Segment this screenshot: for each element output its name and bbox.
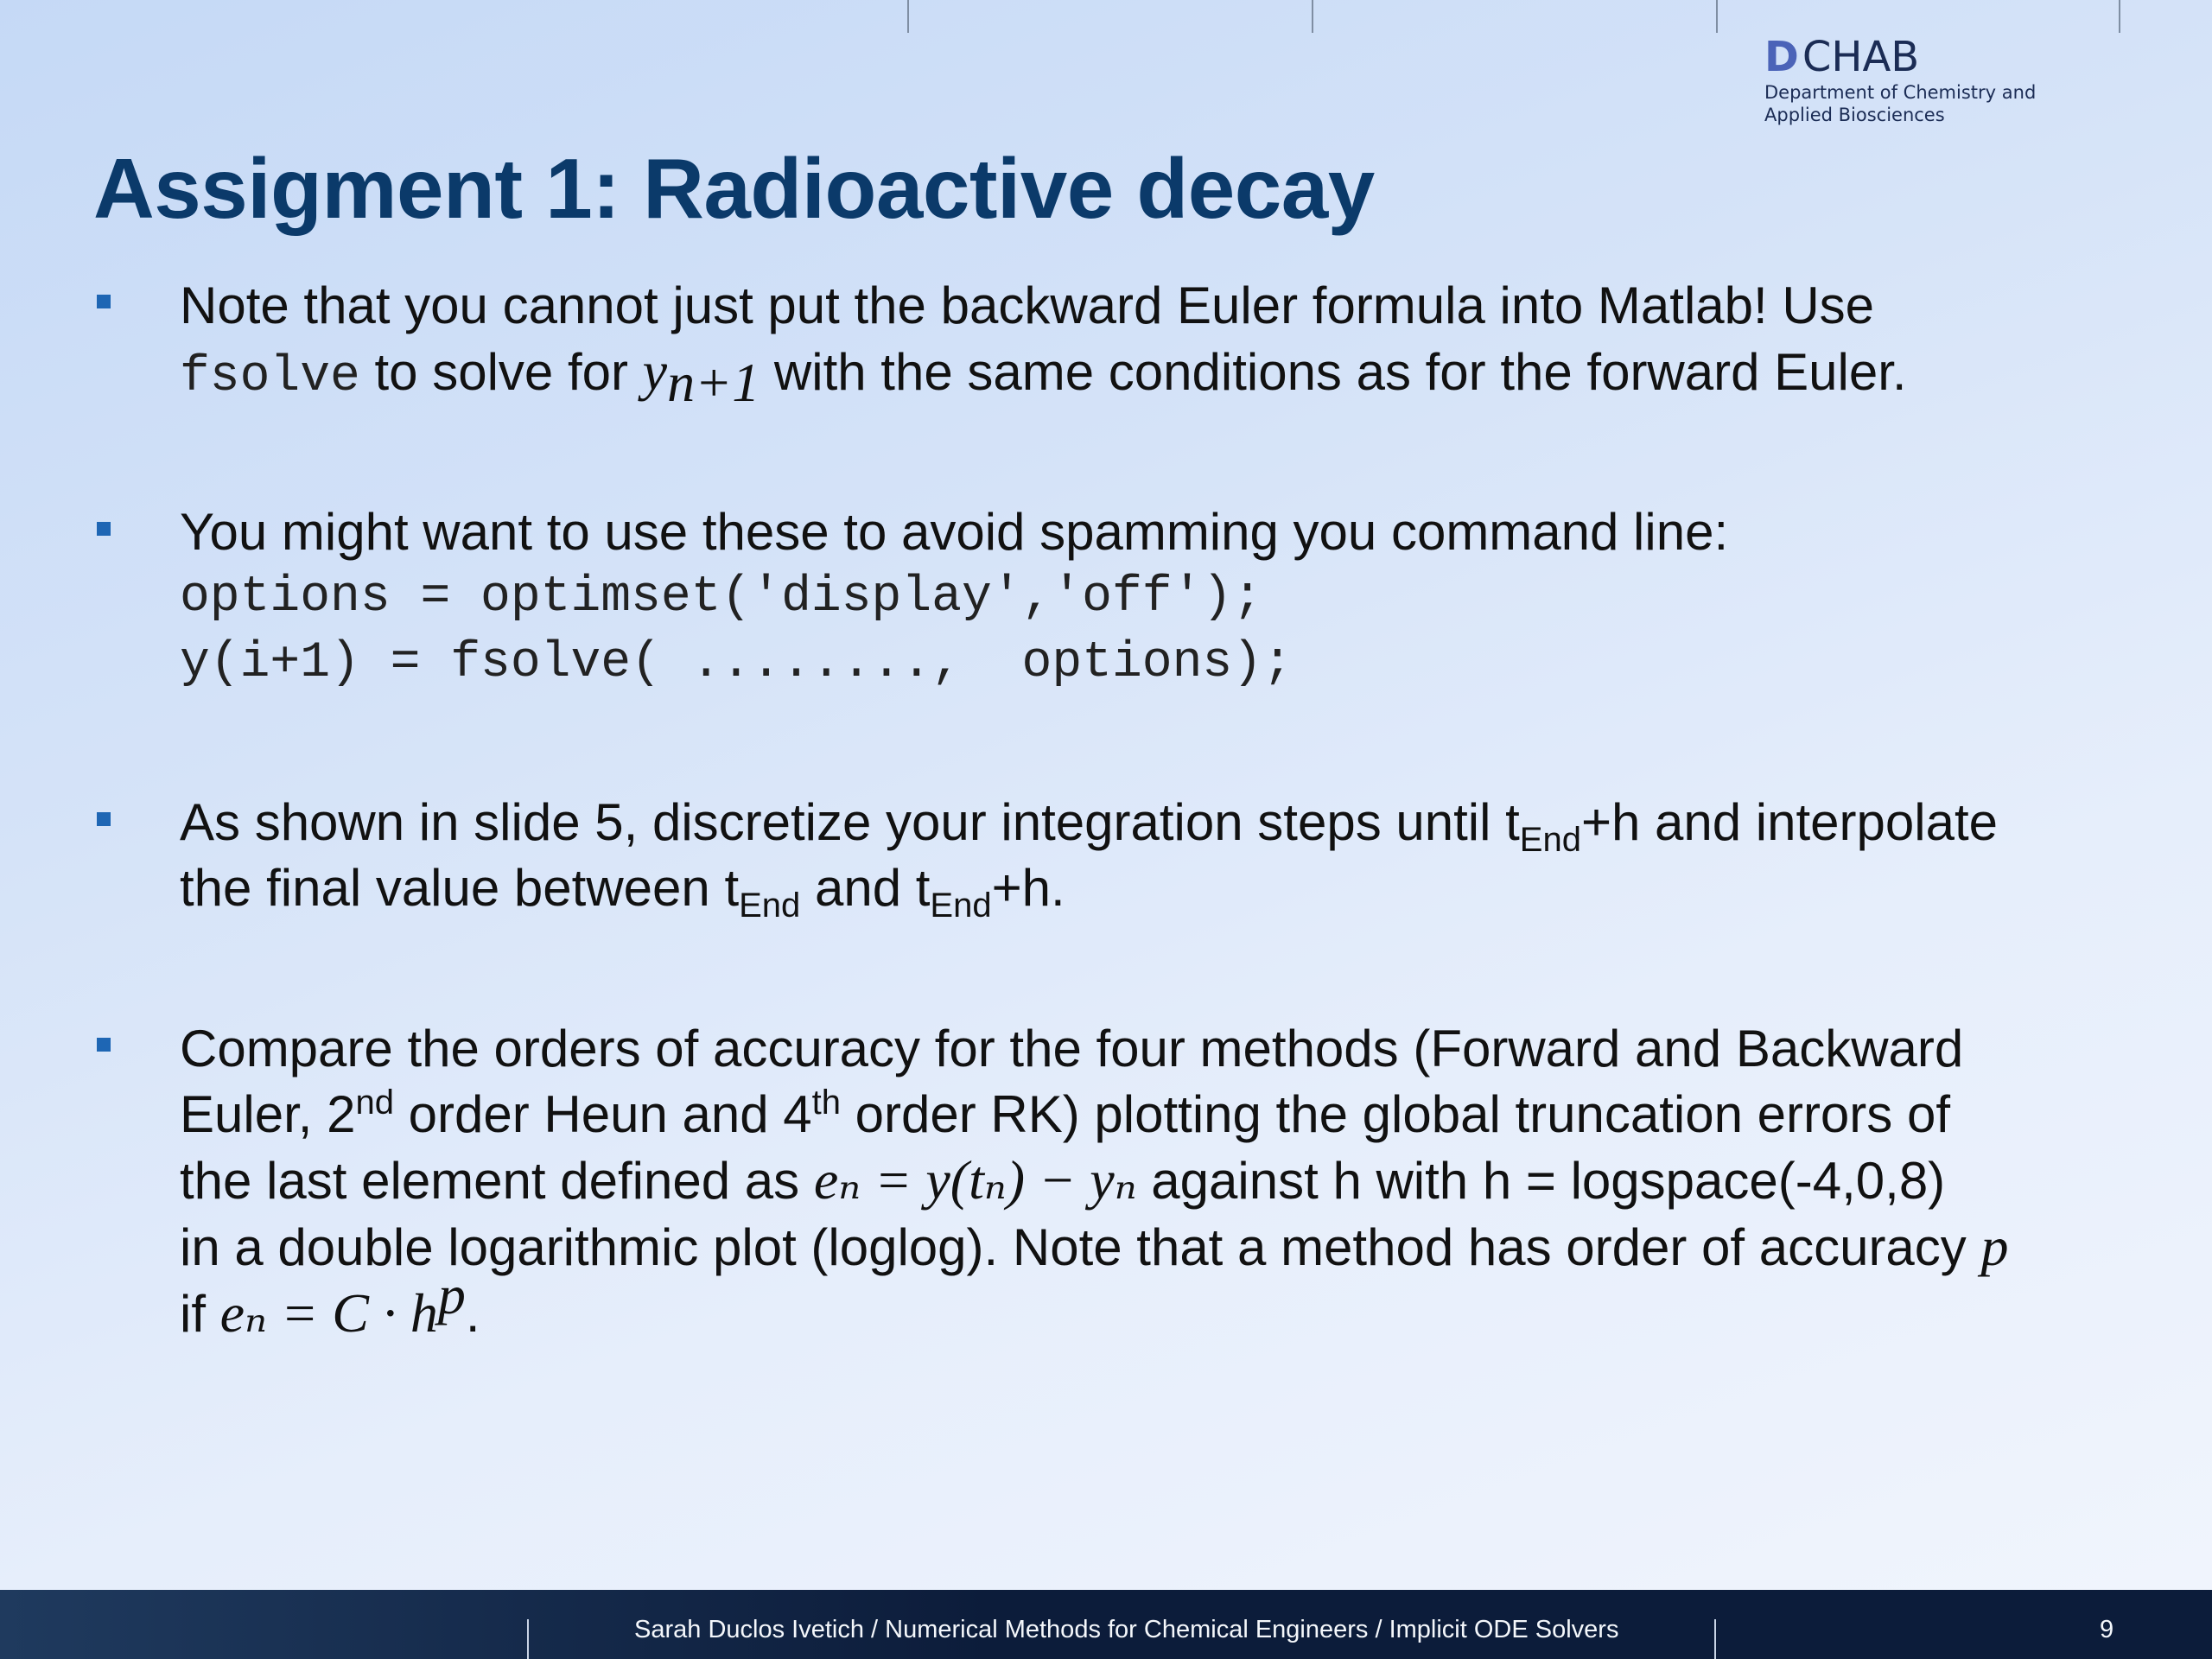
bullet-line	[180, 855, 2158, 925]
dchab-logo	[1764, 33, 2036, 126]
bullet-text: +h.	[991, 859, 1065, 917]
bullet-text: the last element defined as	[180, 1152, 814, 1210]
bullet-marker	[97, 812, 111, 826]
bullet-line: Compare the orders of accuracy for the four methods (Forward and Backward	[180, 1020, 1964, 1077]
subscript: End	[739, 887, 801, 925]
math-superscript: p	[437, 1264, 466, 1325]
bullet-line	[180, 1264, 2158, 1347]
bullet-text: order RK) plotting the global truncation errors of	[841, 1085, 1950, 1143]
superscript: nd	[355, 1084, 394, 1122]
bullet-line	[180, 339, 2158, 413]
math-error-definition: eₙ = y(tₙ) − yₙ	[813, 1149, 1137, 1211]
page-number: 9	[2100, 1616, 2114, 1643]
superscript: th	[811, 1084, 841, 1122]
bullet-text: if	[180, 1285, 220, 1343]
header-tick	[1716, 0, 1718, 33]
bullet-line	[180, 1147, 2158, 1214]
header-tick	[2119, 0, 2120, 33]
math-p: p	[1980, 1216, 2009, 1277]
bullet-text: Euler, 2	[180, 1085, 356, 1143]
code-inline: fsolve	[180, 349, 360, 405]
math-y: y	[642, 340, 668, 402]
bullet-text: order Heun and 4	[393, 1085, 812, 1143]
bullet-text: the final value between t	[180, 859, 740, 917]
logo-subtitle	[1764, 81, 2036, 126]
subscript: End	[930, 887, 992, 925]
footer-text: Sarah Duclos Ivetich / Numerical Methods for Chemical Engineers / Implicit ODE Solvers	[634, 1616, 1619, 1643]
bullet-marker	[97, 1038, 111, 1052]
footer-divider	[1714, 1619, 1716, 1659]
logo-mark	[1764, 33, 2036, 81]
bullet-marker	[97, 295, 111, 308]
slide-title: Assigment 1: Radioactive decay	[93, 141, 1375, 236]
subscript: End	[1519, 821, 1581, 859]
math-subscript: n+1	[667, 352, 760, 413]
bullet-marker	[97, 522, 111, 536]
logo-subtitle-line: Applied Biosciences	[1764, 105, 1945, 125]
bullet-text: As shown in slide 5, discretize your integration steps until t	[180, 793, 1520, 851]
logo-letter: D	[1764, 33, 1799, 81]
bullet-command-line	[180, 499, 2158, 696]
bullet-backward-euler	[180, 273, 2158, 413]
bullet-text: +h and interpolate	[1580, 793, 1999, 851]
bullet-line	[180, 790, 2158, 859]
bullet-text: to solve for	[359, 343, 643, 401]
bullet-compare-accuracy	[180, 1016, 2158, 1347]
bullet-text: with the same conditions as for the forward Euler.	[760, 343, 1907, 401]
bullet-line	[180, 1214, 2158, 1281]
bullet-text: and t	[800, 859, 931, 917]
bullet-line: You might want to use these to avoid spamming you command line:	[180, 503, 1729, 561]
bullet-line: Note that you cannot just put the backward Euler formula into Matlab! Use	[180, 276, 1875, 334]
code-line: y(i+1) = fsolve( ........, options);	[180, 635, 1293, 691]
header-tick	[907, 0, 909, 33]
code-line: options = optimset('display','off');	[180, 569, 1263, 626]
header-tick	[1312, 0, 1313, 33]
footer-divider	[527, 1619, 529, 1659]
bullet-discretize	[180, 790, 2158, 925]
footer-bar	[0, 1590, 2212, 1659]
logo-subtitle-line: Department of Chemistry and	[1764, 82, 2037, 103]
bullet-text: in a double logarithmic plot (loglog). Note that a method has order of accuracy	[180, 1218, 1981, 1276]
bullet-line	[180, 1082, 2158, 1147]
logo-name: CHAB	[1802, 33, 1920, 81]
bullet-text: against h with h = logspace(-4,0,8)	[1136, 1152, 1946, 1210]
math-order-formula: eₙ = C · h	[219, 1282, 438, 1344]
bullet-text: .	[465, 1285, 480, 1343]
